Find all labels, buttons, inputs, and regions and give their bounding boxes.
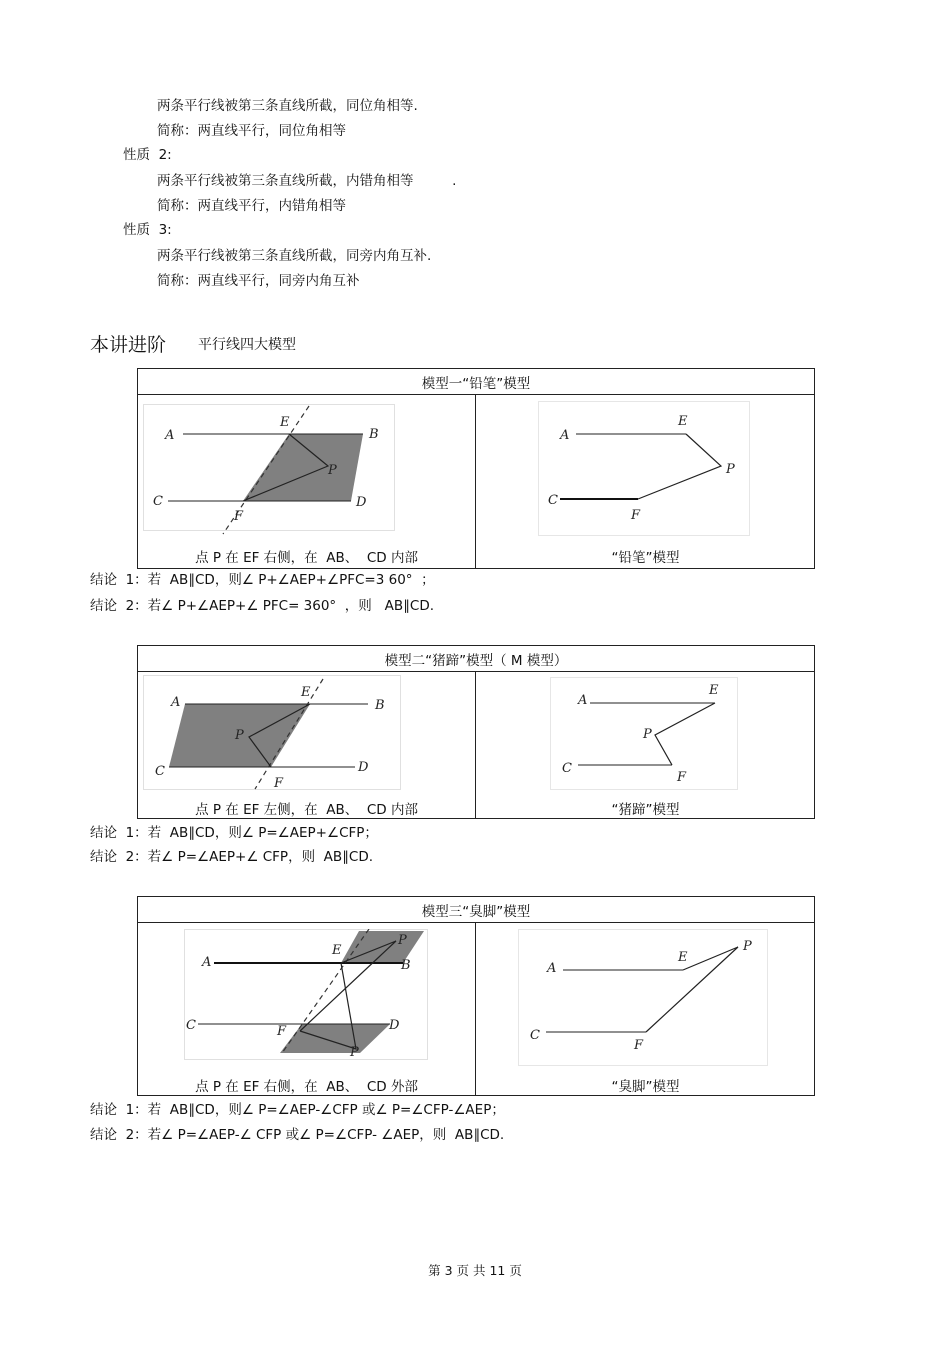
section-subtitle: 平行线四大模型	[198, 337, 296, 353]
label-d: D	[356, 495, 367, 510]
label-b: B	[369, 427, 379, 442]
label-a: A	[171, 695, 181, 710]
divider	[138, 394, 814, 395]
label-c: C	[562, 761, 572, 776]
model3-caption-right: “臭脚”模型	[611, 1079, 680, 1095]
label-p: P	[726, 462, 735, 477]
label-f: F	[234, 509, 244, 524]
property2-statement: 两条平行线被第三条直线所截，内错角相等 .	[157, 173, 457, 189]
model1-conclusion2: 结论 2：若∠ P+∠AEP+∠ PFC= 360° ，则 AB∥CD.	[90, 598, 434, 614]
model3-title: 模型三“臭脚”模型	[421, 904, 531, 920]
label-d: D	[389, 1018, 400, 1033]
model2-figure-plain	[550, 677, 738, 793]
property2-label: 性质 2:	[123, 147, 172, 163]
model2-title: 模型二“猪蹄”模型（ M 模型）	[384, 653, 568, 669]
label-f: F	[631, 508, 641, 523]
section-title: 本讲进阶	[90, 334, 167, 356]
label-b: B	[375, 698, 385, 713]
divider	[475, 922, 476, 1096]
label-c: C	[155, 764, 165, 779]
label-p: P	[743, 939, 752, 954]
model2-figure-shaded	[143, 675, 401, 793]
model1-conclusion1: 结论 1：若 AB∥CD，则∠ P+∠AEP+∠PFC=3 60° ；	[90, 572, 435, 588]
property1-statement: 两条平行线被第三条直线所截，同位角相等.	[157, 98, 418, 114]
label-f: F	[677, 770, 687, 785]
shaded-parallelogram	[280, 1024, 390, 1053]
label-a: A	[560, 428, 570, 443]
label-e: E	[709, 683, 719, 698]
model3-figure-plain	[518, 929, 768, 1069]
model3-conclusion2: 结论 2：若∠ P=∠AEP-∠ CFP 或∠ P=∠CFP- ∠AEP，则 AB∥CD.	[90, 1127, 505, 1143]
label-f: F	[274, 776, 284, 791]
label-e: E	[301, 685, 311, 700]
model1-title: 模型一“铅笔”模型	[421, 376, 531, 392]
model3-caption-left: 点 P 在 EF 右侧，在 AB、 CD 外部	[195, 1079, 418, 1095]
label-e: E	[678, 414, 688, 429]
model3-figure-shaded	[184, 929, 428, 1063]
label-a: A	[578, 693, 588, 708]
model1-figure-shaded	[143, 404, 395, 538]
label-c: C	[530, 1028, 540, 1043]
model1-figure-plain	[538, 401, 750, 539]
divider	[138, 671, 814, 672]
label-a: A	[165, 428, 175, 443]
model2-caption-left: 点 P 在 EF 左侧，在 AB、 CD 内部	[195, 802, 418, 818]
model2-caption-right: “猪蹄”模型	[611, 802, 680, 818]
label-f: F	[634, 1038, 644, 1053]
label-b: B	[401, 958, 411, 973]
label-e: E	[280, 415, 290, 430]
divider	[138, 922, 814, 923]
label-f: F	[277, 1024, 287, 1039]
label-p: P	[398, 933, 407, 948]
model1-caption-right: “铅笔”模型	[611, 550, 680, 566]
label-c: C	[186, 1018, 196, 1033]
label-e: E	[332, 943, 342, 958]
property3-statement: 两条平行线被第三条直线所截，同旁内角互补.	[157, 248, 432, 264]
property2-short: 简称：两直线平行，内错角相等	[157, 198, 346, 214]
label-a: A	[547, 961, 557, 976]
model2-conclusion1: 结论 1：若 AB∥CD，则∠ P=∠AEP+∠CFP；	[90, 825, 378, 841]
label-p-lower: P	[350, 1045, 359, 1060]
shaded-parallelogram	[243, 434, 363, 501]
model3-table	[137, 896, 815, 1096]
property1-short: 简称：两直线平行，同位角相等	[157, 123, 346, 139]
label-p: P	[235, 728, 244, 743]
label-a: A	[202, 955, 212, 970]
label-p: P	[328, 463, 337, 478]
divider	[475, 671, 476, 819]
label-c: C	[153, 494, 163, 509]
model2-conclusion2: 结论 2：若∠ P=∠AEP+∠ CFP，则 AB∥CD.	[90, 849, 374, 865]
model3-conclusion1: 结论 1：若 AB∥CD，则∠ P=∠AEP-∠CFP 或∠ P=∠CFP-∠AEP；	[90, 1102, 505, 1118]
property3-short: 简称：两直线平行，同旁内角互补	[157, 273, 360, 289]
page-footer: 第 3 页 共 11 页	[428, 1263, 522, 1278]
property3-label: 性质 3:	[123, 222, 172, 238]
label-d: D	[358, 760, 369, 775]
model1-caption-left: 点 P 在 EF 右侧，在 AB、 CD 内部	[195, 550, 418, 566]
model2-table	[137, 645, 815, 819]
label-c: C	[548, 493, 558, 508]
model1-table	[137, 368, 815, 569]
label-p: P	[643, 727, 652, 742]
divider	[475, 394, 476, 569]
label-e: E	[678, 950, 688, 965]
